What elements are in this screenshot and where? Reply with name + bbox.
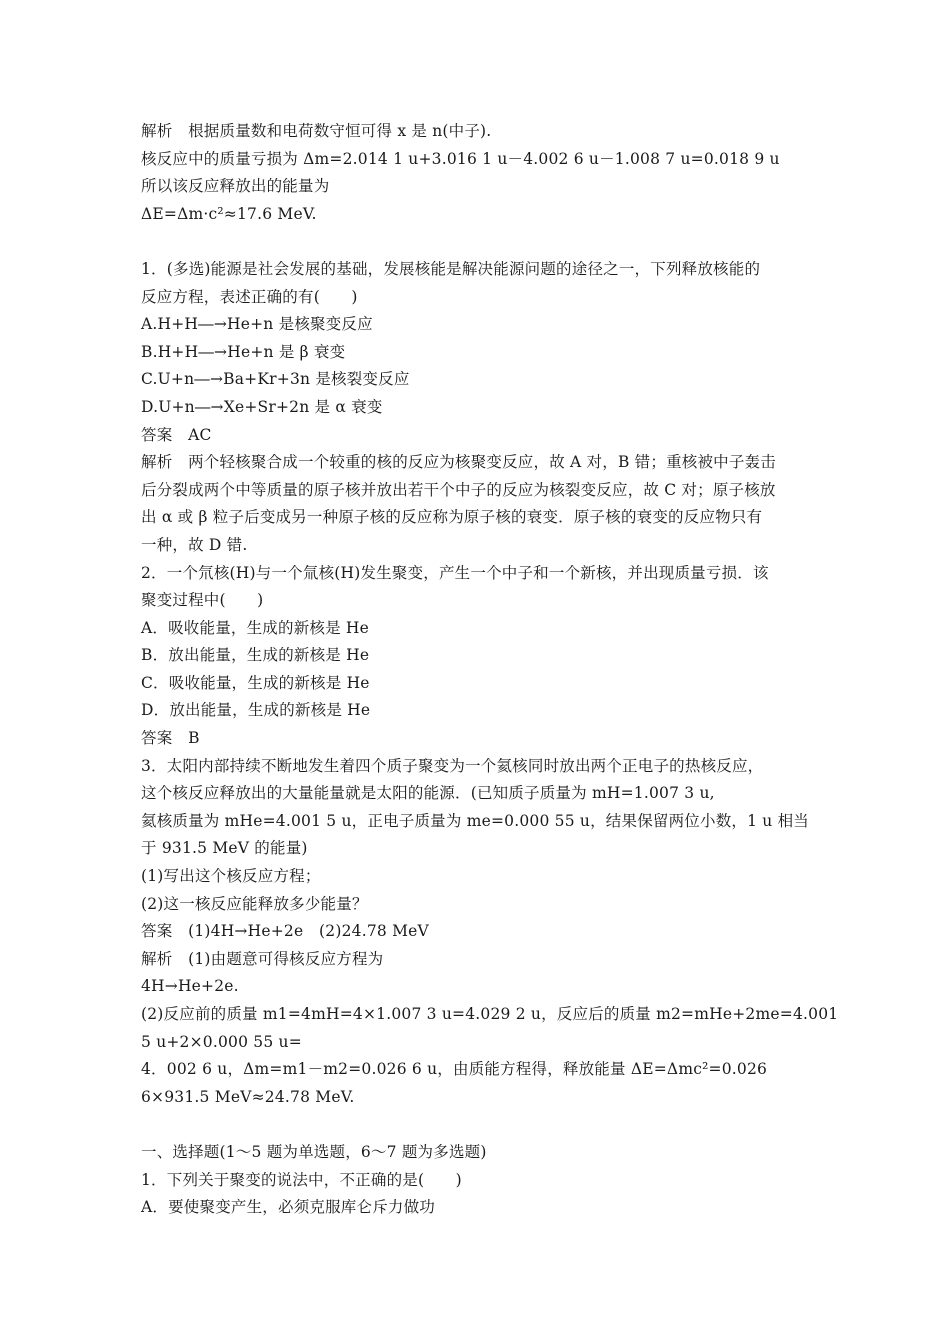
question-2-stem: 2．一个氘核(H)与一个氚核(H)发生聚变，产生一个中子和一个新核，并出现质量亏损．该	[141, 563, 769, 582]
text-line: 解析 根据质量数和电荷数守恒可得 x 是 n(中子).	[141, 122, 492, 140]
question-3-stem: 3．太阳内部持续不断地发生着四个质子聚变为一个氦核同时放出两个正电子的热核反应，	[141, 756, 764, 775]
question-1-answer: 答案 AC	[141, 425, 212, 444]
question-2-option-c: C．吸收能量，生成的新核是 He	[141, 673, 370, 692]
question-1-stem: 反应方程，表述正确的有( )	[141, 287, 358, 306]
exercise-1-stem: 1．下列关于聚变的说法中，不正确的是( )	[141, 1170, 462, 1189]
question-3-analysis: 5 u+2×0.000 55 u=	[141, 1032, 302, 1051]
question-1-analysis: 后分裂成两个中等质量的原子核并放出若干个中子的反应为核裂变反应，故 C 对；原子核放	[141, 480, 776, 499]
question-2-stem: 聚变过程中( )	[141, 591, 264, 610]
text-line: 所以该反应释放出的能量为	[141, 177, 330, 196]
question-3-stem: 这个核反应释放出的大量能量就是太阳的能源．(已知质子质量为 mH=1.007 3 u,	[141, 784, 715, 803]
question-3-stem: 氦核质量为 mHe=4.001 5 u，正电子质量为 me=0.000 55 u，结果保留两位小数，1 u 相当	[141, 811, 809, 830]
spacer	[141, 1111, 821, 1139]
question-2-option-d: D．放出能量，生成的新核是 He	[141, 701, 371, 720]
question-3-answer: 答案 (1)4H→He+2e (2)24.78 MeV	[141, 922, 429, 941]
question-3-stem: 于 931.5 MeV 的能量)	[141, 839, 308, 858]
spacer	[141, 228, 821, 256]
section-heading: 一、选择题(1～5 题为单选题，6～7 题为多选题)	[141, 1142, 487, 1161]
question-3-analysis: 6×931.5 MeV≈24.78 MeV.	[141, 1087, 355, 1106]
question-1-analysis: 解析 两个轻核聚合成一个较重的核的反应为核聚变反应，故 A 对，B 错；重核被中子轰击	[141, 453, 776, 472]
question-1-analysis: 一种，故 D 错.	[141, 535, 248, 554]
question-3-part-2: (2)这一核反应能释放多少能量？	[141, 894, 368, 913]
text-line: 核反应中的质量亏损为 Δm=2.014 1 u+3.016 1 u－4.002 6 u－1.008 7 u=0.018 9 u	[141, 149, 780, 168]
question-1-analysis: 出 α 或 β 粒子后变成另一种原子核的反应称为原子核的衰变．原子核的衰变的反应物只有	[141, 508, 763, 527]
question-3-analysis: 4H→He+2e.	[141, 977, 239, 996]
question-1-option-d: D.U+n―→Xe+Sr+2n 是 α 衰变	[141, 397, 383, 416]
question-3-analysis: 4．002 6 u，Δm=m1－m2=0.026 6 u，由质能方程得，释放能量 ΔE=Δmc²=0.026	[141, 1060, 768, 1079]
question-1-option-c: C.U+n―→Ba+Kr+3n 是核裂变反应	[141, 370, 410, 389]
question-1-stem: 1．(多选)能源是社会发展的基础，发展核能是解决能源问题的途径之一，下列释放核能的	[141, 259, 761, 278]
question-1-option-a: A.H+H―→He+n 是核聚变反应	[141, 315, 373, 334]
question-3-analysis: (2)反应前的质量 m1=4mH=4×1.007 3 u=4.029 2 u，反应后的质量 m2=mHe+2me=4.001	[141, 1005, 839, 1023]
question-2-option-b: B．放出能量，生成的新核是 He	[141, 646, 370, 665]
document-page	[141, 118, 839, 1222]
question-2-answer: 答案 B	[141, 729, 200, 748]
question-1-option-b: B.H+H―→He+n 是 β 衰变	[141, 342, 346, 361]
question-3-analysis: 解析 (1)由题意可得核反应方程为	[141, 949, 384, 968]
question-2-option-a: A．吸收能量，生成的新核是 He	[141, 618, 370, 637]
text-line: ΔE=Δm·c²≈17.6 MeV.	[141, 204, 317, 223]
exercise-1-option-a: A．要使聚变产生，必须克服库仑斥力做功	[141, 1198, 435, 1217]
question-3-part-1: (1)写出这个核反应方程；	[141, 867, 321, 886]
